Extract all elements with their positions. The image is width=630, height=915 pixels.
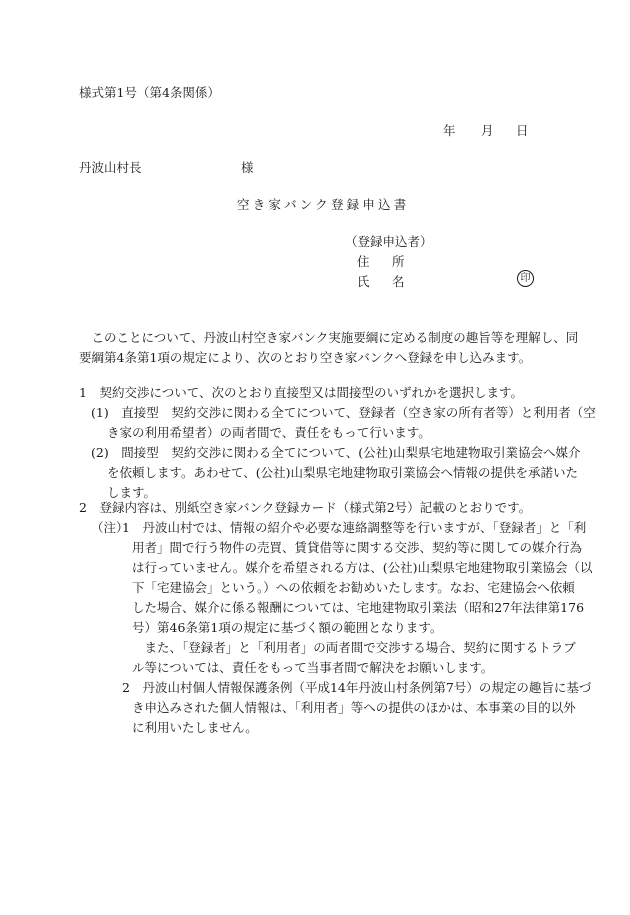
addressee: 丹波山村長 xyxy=(79,160,142,175)
item-1-direct-cont xyxy=(107,423,431,443)
item-1-indirect-text: (2) 間接型 契約交渉に関わる全てについて、(公社)山梨県宅地建物取引業協会へ媒介 xyxy=(91,445,581,460)
item-2 xyxy=(79,498,531,518)
form-number: 様式第1号（第4条関係） xyxy=(79,85,220,100)
note-line: に利用いたしません。 xyxy=(132,720,258,735)
note-2-text: 2 丹波山村個人情報保護条例（平成14年丹波山村条例第7号）の規定の趣旨に基づ xyxy=(122,680,592,695)
item-1-direct xyxy=(91,403,596,423)
note-2-cont xyxy=(132,698,576,738)
address-label: 住 所 xyxy=(357,254,410,269)
note-line: ル等については、責任をもって当事者間で解決をお願いします。 xyxy=(132,660,494,675)
item-1-indirect-cont-line: を依頼します。あわせて、(公社)山梨県宅地建物取引業協会へ情報の提供を承諾いた xyxy=(107,465,579,480)
name-label: 氏 名 xyxy=(357,274,410,289)
note-1-text: 1 丹波山村では、情報の紹介や必要な連絡調整等を行いますが、「登録者」と「利 xyxy=(122,520,587,535)
note-1-cont xyxy=(132,538,593,638)
item-2-text: 2 登録内容は、別紙空き家バンク登録カード（様式第2号）記載のとおりです。 xyxy=(79,500,532,515)
intro-line: このことについて、丹波山村空き家バンク実施要綱に定める制度の趣旨等を理解し、同 xyxy=(79,330,579,345)
item-1-text: 1 契約交渉について、次のとおり直接型又は間接型のいずれかを選択します。 xyxy=(79,385,523,400)
date-year-label: 年 xyxy=(443,123,456,138)
item-1-direct-text: (1) 直接型 契約交渉に関わる全てについて、登録者（空き家の所有者等）と利用者（空 xyxy=(91,405,596,420)
note-label-text: （注） xyxy=(91,520,129,535)
intro-line: 要綱第4条第1項の規定により、次のとおり空き家バンクへ登録を申し込みます。 xyxy=(79,350,532,365)
item-1-indirect xyxy=(91,443,580,463)
date-day-label: 日 xyxy=(516,123,529,138)
item-1-indirect-cont-line: します。 xyxy=(107,485,157,500)
note-line: また、「登録者」と「利用者」の両者間で交渉する場合、契約に関するトラブ xyxy=(132,640,576,655)
note-2 xyxy=(122,678,591,698)
note-1 xyxy=(122,518,586,538)
honorific: 様 xyxy=(241,160,254,175)
note-line: 号）第46条第1項の規定に基づく額の範囲となります。 xyxy=(132,620,443,635)
note-1-extra xyxy=(132,638,576,678)
note-line: き申込みされた個人情報は、「利用者」等への提供のほかは、本事業の目的以外 xyxy=(132,700,576,715)
item-1-indirect-cont xyxy=(107,463,578,503)
intro-paragraph xyxy=(79,328,578,368)
seal-mark: 印 xyxy=(517,270,534,287)
item-1-direct-cont-text: き家の利用希望者）の両者間で、責任をもって行います。 xyxy=(107,425,431,440)
date-month-label: 月 xyxy=(481,123,494,138)
item-1 xyxy=(79,383,523,403)
note-line: した場合、媒介に係る報酬については、宅地建物取引業法（昭和27年法律第176 xyxy=(132,600,585,615)
note-line: 下「宅建協会」という。）への依頼をお勧めいたします。なお、宅建協会へ依頼 xyxy=(132,580,575,595)
note-line: は行っていません。媒介を希望される方は、(公社)山梨県宅地建物取引業協会（以 xyxy=(132,560,593,575)
applicant-label: （登録申込者） xyxy=(345,234,433,249)
note-line: 用者」間で行う物件の売買、賃貸借等に関する交渉、契約等に関しての媒介行為 xyxy=(132,540,583,555)
document-title: 空き家バンク登録申込書 xyxy=(237,197,410,212)
